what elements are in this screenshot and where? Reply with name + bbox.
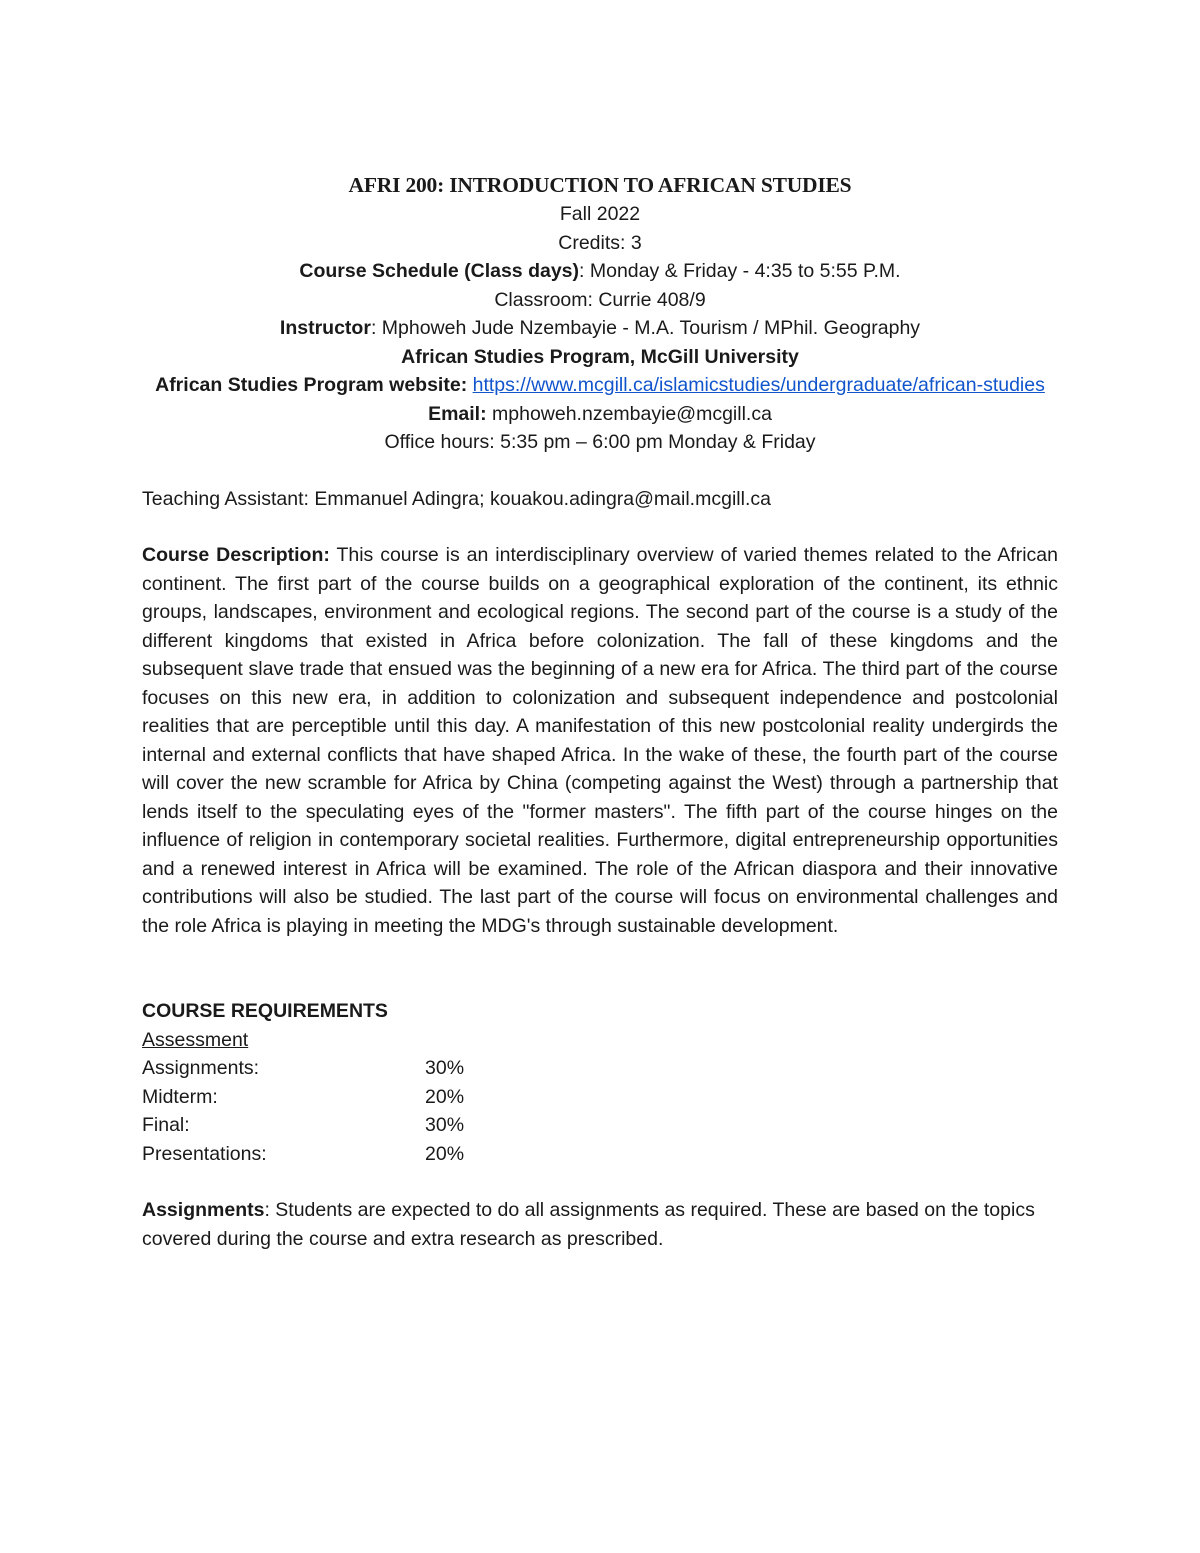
description-text: This course is an interdisciplinary overview of varied themes related to the African continent. The first part of the course builds on a geographical exploration of the continent, its ethnic groups, landscapes, environment and ecological regions. The second part of the course is a study of the different kingdoms that existed in Africa before colonization. The fall of these kingdoms and the subsequent slave trade that ensued was the beginning of a new era for Africa. The third part of the course focuses on this new era, in addition to colonization and subsequent independence and postcolonial realities that are perceptible until this day. A manifestation of this new postcolonial reality undergirds the internal and external conflicts that have shaped Africa. In the wake of these, the fourth part of the course will cover the new scramble for Africa by China (competing against the West) through a partnership that lends itself to the speculating eyes of the "former masters". The fifth part of the course hinges on the influence of religion in contemporary societal realities. Furthermore, digital entrepreneurship opportunities and a renewed interest in Africa will be examined. The role of the African diaspora and their innovative contributions will also be studied. The last part of the course will focus on environmental challenges and the role Africa is playing in meeting the MDG's through sustainable development. (142, 544, 1058, 937)
assessment-name: Final: (142, 1114, 190, 1136)
course-credits: Credits: 3 (558, 231, 642, 254)
website-label: African Studies Program website: (155, 374, 468, 396)
description-label: Course Description: (142, 544, 330, 566)
email-label: Email: (428, 402, 487, 425)
assessment-name: Midterm: (142, 1085, 218, 1108)
assessment-weight: 20% (425, 1085, 465, 1108)
assessment-name: Presentations: (142, 1142, 267, 1165)
program-name: African Studies Program, McGill University (401, 345, 799, 368)
course-title: AFRI 200: INTRODUCTION TO AFRICAN STUDIES (348, 173, 852, 197)
instructor-label: Instructor (279, 317, 371, 339)
assignments-label: Assignments (142, 1199, 265, 1221)
assessment-weight: 20% (425, 1142, 465, 1165)
assignments-paragraph (142, 1196, 1058, 1253)
course-header (142, 170, 1058, 457)
assessment-row (142, 1140, 1058, 1169)
program-website (142, 371, 1058, 400)
email-value: mphoweh.nzembayie@mcgill.ca (486, 402, 772, 425)
assessment-row (142, 1054, 1058, 1083)
office-hours: Office hours: 5:35 pm – 6:00 pm Monday & Friday (384, 431, 816, 453)
assessment-weight: 30% (425, 1057, 465, 1079)
requirements-title: COURSE REQUIREMENTS (142, 1000, 388, 1022)
course-classroom: Classroom: Currie 408/9 (494, 288, 706, 311)
course-description (142, 541, 1058, 940)
instructor-email (142, 400, 1058, 429)
teaching-assistant: Teaching Assistant: Emmanuel Adingra; kouakou.adingra@mail.mcgill.ca (142, 487, 771, 510)
assessment-name: Assignments: (142, 1057, 260, 1079)
assessment-heading: Assessment (142, 1028, 249, 1051)
assessment-list (142, 1054, 1058, 1168)
syllabus-page (142, 170, 1058, 1253)
assignments-text: : Students are expected to do all assignments as required. These are based on the topics covered during the course and extra research as prescribed. (142, 1199, 1035, 1250)
schedule-label: Course Schedule (Class days) (299, 260, 580, 282)
website-link[interactable]: https://www.mcgill.ca/islamicstudies/undergraduate/african-studies (472, 374, 1045, 396)
assessment-weight: 30% (425, 1114, 465, 1136)
assessment-row (142, 1083, 1058, 1112)
schedule-value: : Monday & Friday - 4:35 to 5:55 P.M. (579, 260, 901, 282)
course-schedule (142, 257, 1058, 286)
course-instructor (142, 314, 1058, 343)
assessment-row (142, 1111, 1058, 1140)
instructor-value: : Mphoweh Jude Nzembayie - M.A. Tourism / MPhil. Geography (370, 317, 921, 339)
course-term: Fall 2022 (559, 203, 641, 225)
